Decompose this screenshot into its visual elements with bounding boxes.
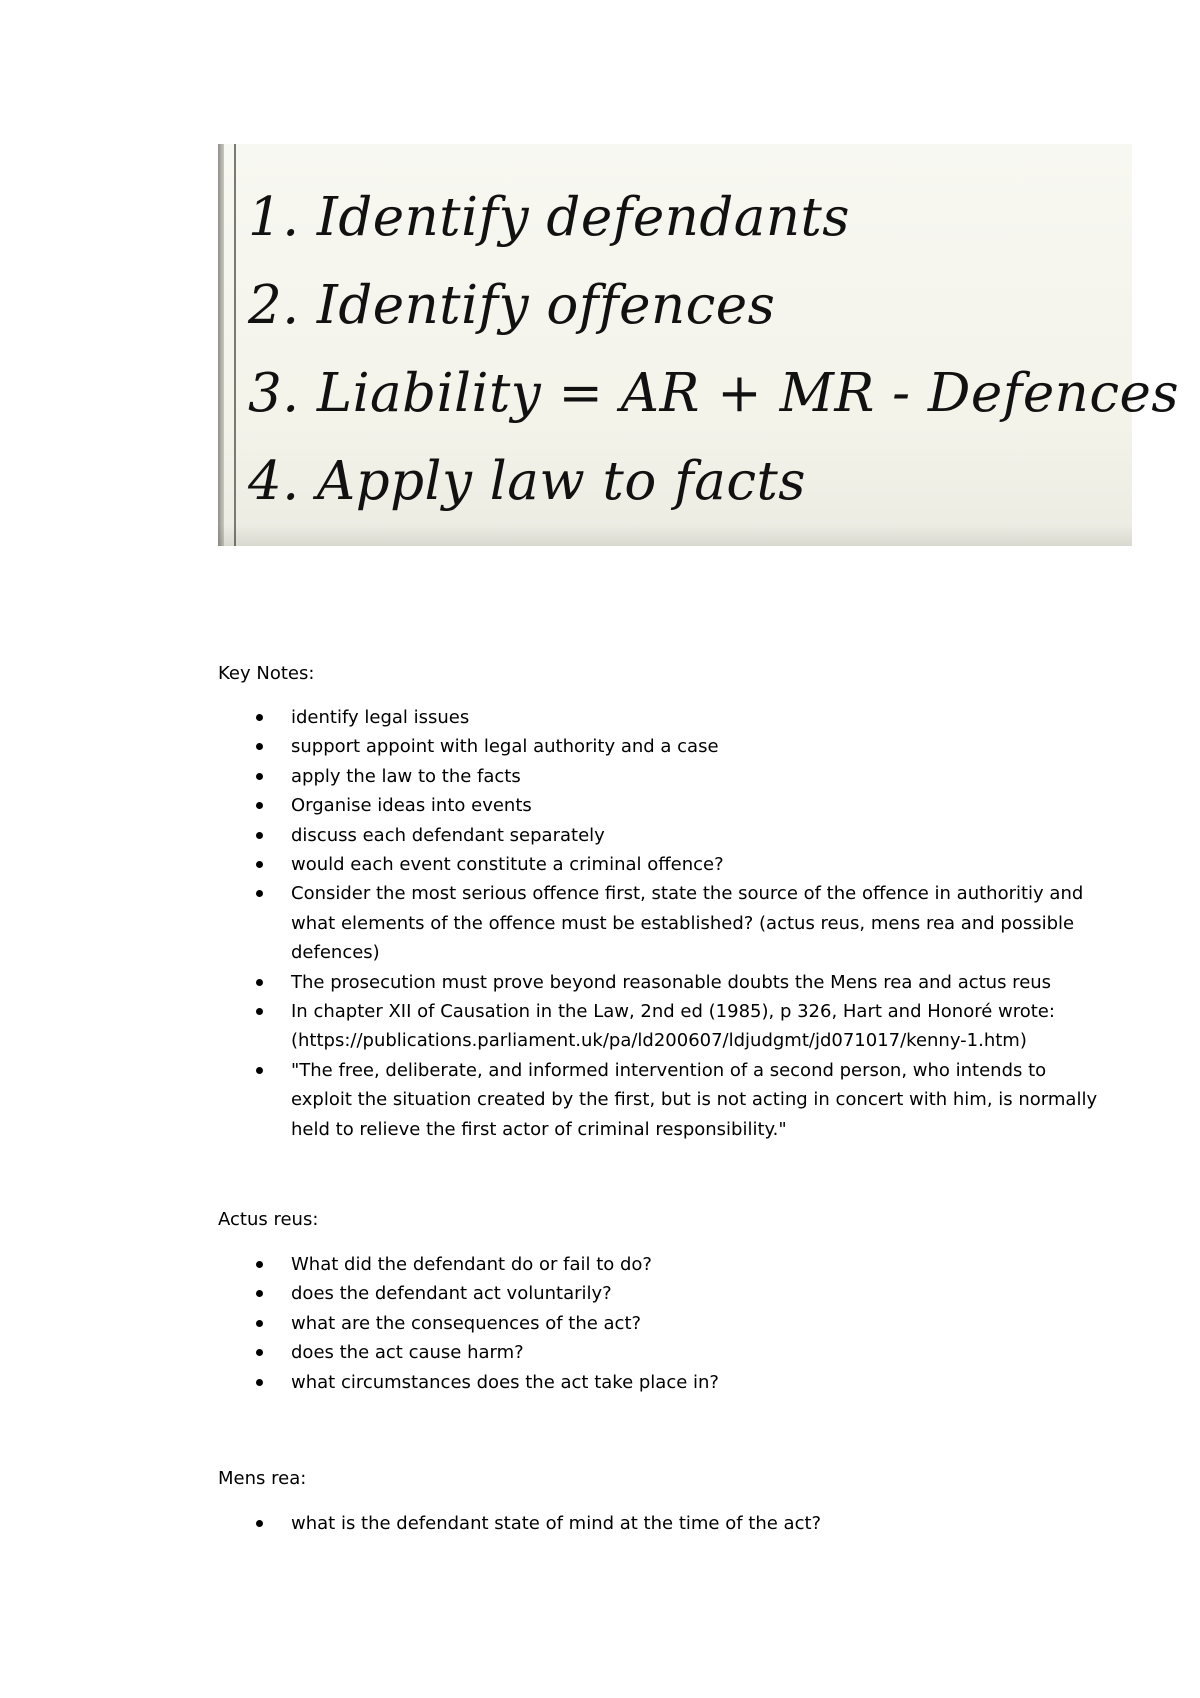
actus-reus-list <box>218 1250 1098 1397</box>
image-shadow <box>218 524 1132 546</box>
list-item: Organise ideas into events <box>218 791 1098 820</box>
list-item: Consider the most serious offence first, state the source of the offence in authoritiy and what elements of the offence must be established? (actus reus, mens rea and possible defences) <box>218 879 1098 967</box>
key-notes-heading: Key Notes: <box>218 663 315 684</box>
steps-image <box>218 144 1180 546</box>
list-item: does the defendant act voluntarily? <box>218 1279 1098 1308</box>
list-item: apply the law to the facts <box>218 762 1098 791</box>
list-item: support appoint with legal authority and a case <box>218 732 1098 761</box>
list-item: "The free, deliberate, and informed intervention of a second person, who intends to exploit the situation created by the first, but is not acting in concert with him, is normally held to relieve the first actor of criminal responsibility." <box>218 1056 1098 1144</box>
margin-rule <box>218 144 224 546</box>
list-item: what are the consequences of the act? <box>218 1309 1098 1338</box>
margin-line <box>234 144 236 546</box>
mens-rea-list <box>218 1509 1098 1538</box>
step-4: 4. Apply law to facts <box>248 451 806 512</box>
actus-reus-heading: Actus reus: <box>218 1209 319 1230</box>
mens-rea-heading: Mens rea: <box>218 1468 307 1489</box>
list-item: what is the defendant state of mind at the time of the act? <box>218 1509 1098 1538</box>
list-item: What did the defendant do or fail to do? <box>218 1250 1098 1279</box>
steps-list <box>248 174 1179 526</box>
step-1: 1. Identify defendants <box>248 187 850 248</box>
list-item: does the act cause harm? <box>218 1338 1098 1367</box>
step-3: 3. Liability = AR + MR - Defences <box>248 363 1180 424</box>
key-notes-list <box>218 703 1098 1144</box>
list-item: what circumstances does the act take place in? <box>218 1368 1098 1397</box>
list-item: discuss each defendant separately <box>218 821 1098 850</box>
step-2: 2. Identify offences <box>248 275 776 336</box>
list-item: The prosecution must prove beyond reasonable doubts the Mens rea and actus reus <box>218 968 1098 997</box>
list-item: would each event constitute a criminal offence? <box>218 850 1098 879</box>
list-item: identify legal issues <box>218 703 1098 732</box>
list-item: In chapter XII of Causation in the Law, 2nd ed (1985), p 326, Hart and Honoré wrote: (https://publications.parliament.uk/pa/ld200607/ldjudgmt/jd071017/kenny-1.htm) <box>218 997 1098 1056</box>
